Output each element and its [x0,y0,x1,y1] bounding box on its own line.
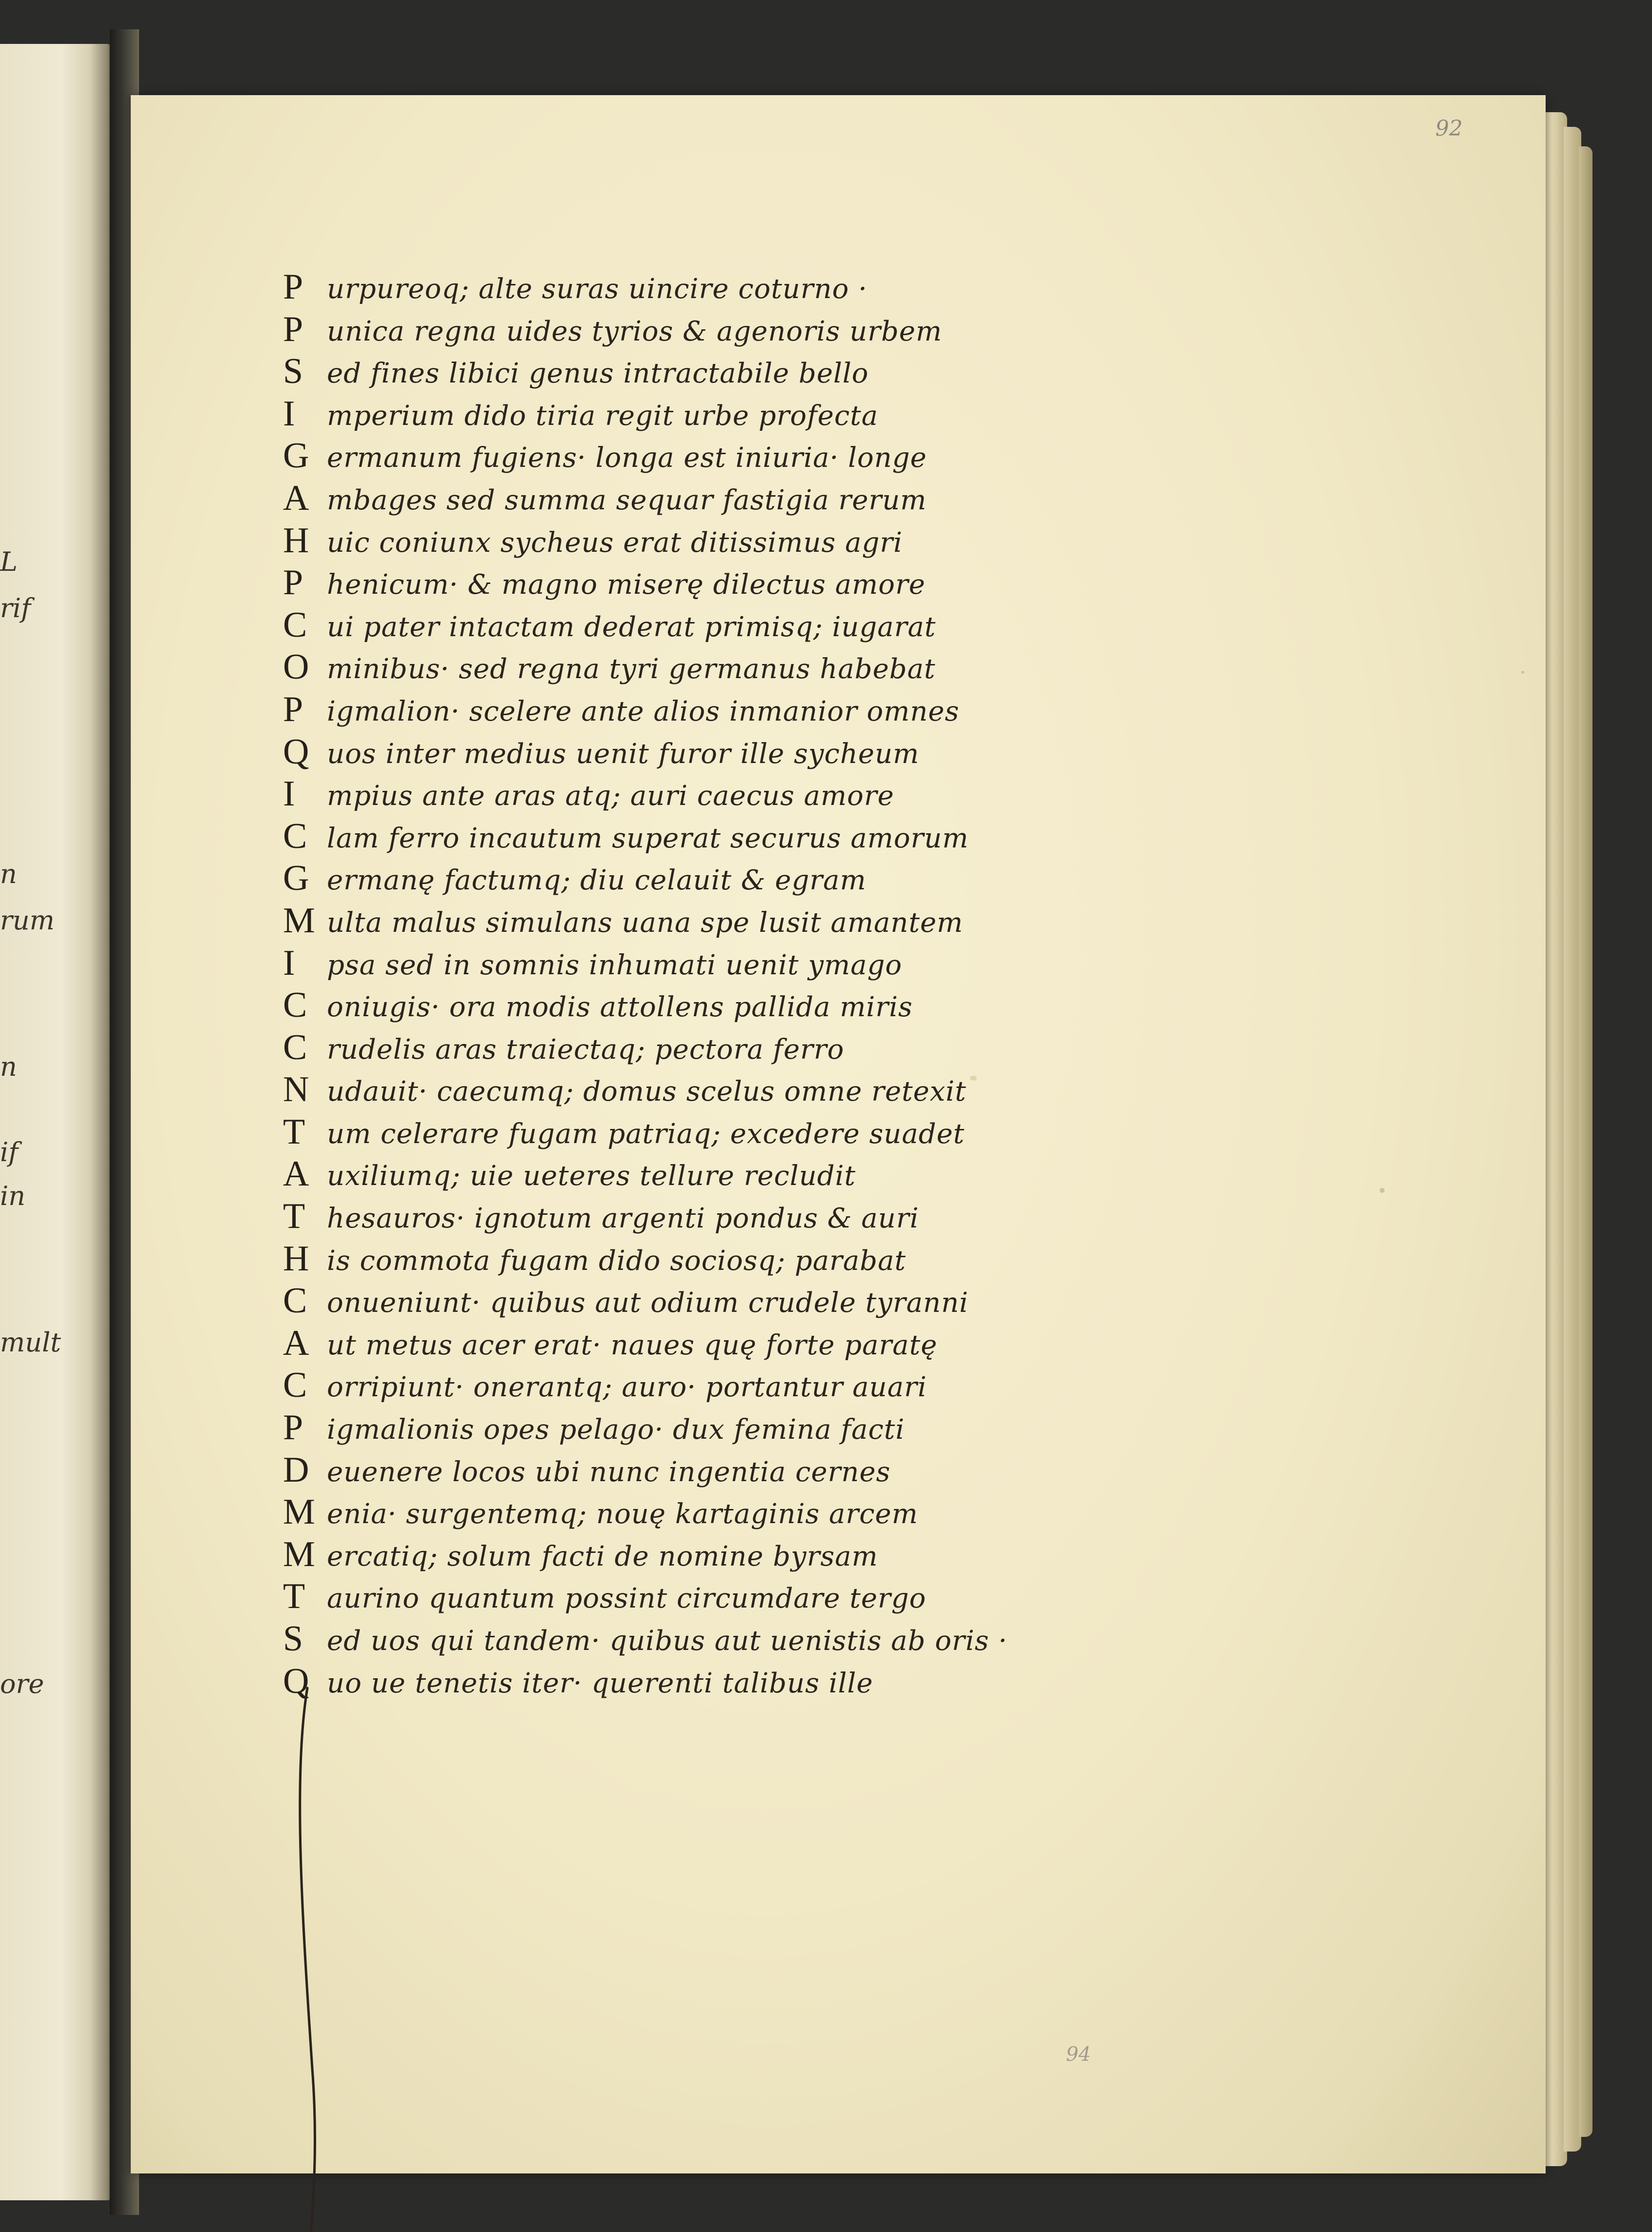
verse-line [283,1111,1112,1153]
verse-line [283,1026,1112,1069]
left-page-fragment: in [0,1181,26,1211]
verse-text: onueniunt· quibus aut odium crudele tyranni [327,1287,969,1319]
verse-initial: P [283,1408,303,1448]
verse-initial: O [283,647,309,687]
verse-text: igmalionis opes pelago· dux femina facti [327,1414,905,1446]
verse-initial: I [283,774,295,814]
verse-line [283,1153,1112,1195]
verse-line [283,942,1112,985]
verse-initial: I [283,393,295,434]
left-page-fragment: n [0,859,17,889]
verse-text: ercatiq; solum facti de nomine byrsam [327,1540,878,1572]
parchment-speck [1380,1188,1385,1193]
verse-line [283,266,1112,308]
verse-initial: A [283,1154,309,1194]
verse-text: aurino quantum possint circumdare tergo [327,1583,927,1615]
verse-line [283,984,1112,1026]
verse-initial: G [283,436,309,476]
verse-text: psa sed in somnis inhumati uenit ymago [327,949,903,981]
verse-line [283,477,1112,520]
verse-initial: A [283,1323,309,1363]
verse-text: hesauros· ignotum argenti pondus & auri [327,1203,919,1235]
verse-initial: I [283,943,295,983]
left-page-edge [0,44,112,2200]
left-page-fragment: ore [0,1669,44,1699]
verse-initial: H [283,520,309,561]
verse-text: henicum· & magno miserę dilectus amore [327,569,926,601]
verse-line [283,308,1112,351]
verse-initial: M [283,1492,315,1532]
verse-line [283,435,1112,477]
verse-line [283,1068,1112,1111]
verse-text: igmalion· scelere ante alios inmanior omnes [327,695,960,727]
verse-initial: M [283,1534,315,1574]
verse-initial: P [283,563,303,603]
verse-text: urpureoq; alte suras uincire coturno · [327,273,867,305]
verse-text: ut metus acer erat· naues quę forte paratę [327,1329,938,1361]
verse-text: enia· surgentemq; nouę kartaginis arcem [327,1498,918,1530]
verse-text-block [283,266,1112,1702]
verse-line [283,1618,1112,1660]
verse-text: uo ue tenetis iter· querenti talibus ille [327,1667,873,1699]
initial-flourish-stroke [283,1678,342,2232]
verse-initial: C [283,1027,307,1067]
verse-line [283,1660,1112,1703]
verse-initial: H [283,1238,309,1279]
verse-text: euenere locos ubi nunc ingentia cernes [327,1456,891,1488]
verse-text: ui pater intactam dederat primisq; iugarat [327,611,936,643]
verse-initial: N [283,1069,309,1110]
verse-line [283,1491,1112,1533]
verse-line [283,562,1112,604]
verse-initial: C [283,1365,307,1406]
verse-initial: D [283,1449,309,1490]
verse-line [283,1238,1112,1280]
verse-initial: P [283,309,303,349]
verse-line [283,520,1112,562]
verse-initial: C [283,604,307,645]
verse-line [283,1575,1112,1618]
verse-initial: T [283,1576,305,1617]
left-page-fragment: if [0,1137,19,1167]
verse-text: ed fines libici genus intractabile bello [327,358,869,390]
parchment-speck [1521,671,1524,674]
verse-line [283,1195,1112,1238]
verse-line [283,1322,1112,1365]
left-page-fragment: n [0,1051,17,1082]
verse-line [283,731,1112,773]
verse-text: rudelis aras traiectaq; pectora ferro [327,1033,845,1066]
verse-line [283,393,1112,435]
verse-initial: C [283,816,307,856]
verse-initial: Q [283,1661,309,1701]
verse-text: mpius ante aras atq; auri caecus amore [327,780,894,812]
verse-text: um celerare fugam patriaq; excedere suadet [327,1118,965,1150]
verse-initial: P [283,689,303,729]
verse-initial: C [283,1281,307,1321]
verse-text: ulta malus simulans uana spe lusit amantem [327,906,964,939]
verse-initial: C [283,985,307,1026]
verse-text: mbages sed summa sequar fastigia rerum [327,484,927,516]
verse-initial: P [283,267,303,307]
verse-line [283,857,1112,900]
verse-line [283,900,1112,942]
verse-text: uos inter medius uenit furor ille sycheum [327,738,920,770]
verse-initial: Q [283,731,309,772]
verse-text: ermanum fugiens· longa est iniuria· longe [327,442,927,474]
verse-initial: S [283,1619,303,1659]
verse-initial: M [283,900,315,941]
verse-initial: S [283,351,303,392]
verse-line [283,688,1112,731]
folio-number: 92 [1435,116,1463,141]
verse-line [283,350,1112,393]
verse-initial: T [283,1196,305,1237]
verse-text: ermanę factumq; diu celauit & egram [327,865,866,897]
left-page-fragment: L [0,546,18,577]
verse-initial: G [283,858,309,899]
verse-line [283,773,1112,815]
verse-text: lam ferro incautum superat securus amorum [327,822,969,854]
verse-text: ed uos qui tandem· quibus aut uenistis ab oris · [327,1625,1008,1657]
verse-initial: T [283,1111,305,1152]
verse-line [283,1407,1112,1449]
verse-text: uic coniunx sycheus erat ditissimus agri [327,526,903,559]
left-page-fragment: mult [0,1327,61,1358]
left-page-fragment: rum [0,905,55,936]
verse-line [283,1364,1112,1407]
verse-line [283,604,1112,646]
verse-text: uxiliumq; uie ueteres tellure recludit [327,1160,856,1192]
verse-text: unica regna uides tyrios & agenoris urbem [327,315,943,347]
left-page-fragment: rif [0,593,31,623]
verse-text: udauit· caecumq; domus scelus omne retexit [327,1076,967,1108]
verse-text: is commota fugam dido sociosq; parabat [327,1245,907,1277]
verse-line [283,1280,1112,1322]
verse-line [283,646,1112,688]
page-edge-stack [1579,146,1592,2137]
verse-line [283,815,1112,858]
verse-text: oniugis· ora modis attollens pallida miris [327,991,913,1024]
footer-folio-number: 94 [1066,2043,1091,2066]
verse-text: orripiunt· onerantq; auro· portantur auari [327,1371,927,1404]
verse-line [283,1449,1112,1491]
verse-initial: A [283,478,309,518]
verse-text: minibus· sed regna tyri germanus habebat [327,653,936,685]
verse-text: mperium dido tiria regit urbe profecta [327,400,879,432]
verse-line [283,1533,1112,1576]
